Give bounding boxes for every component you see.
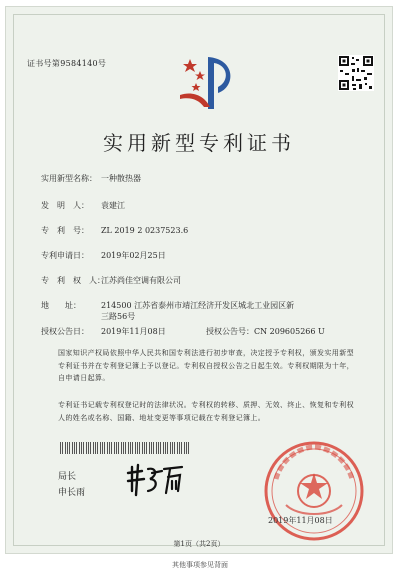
- field-value: 一种散热器: [101, 174, 141, 183]
- page-number: 第1页（共2页）: [173, 540, 225, 548]
- field-value: ZL 2019 2 0237523.6: [101, 226, 189, 235]
- field-label: 授权公告号：: [206, 327, 254, 336]
- field-value: 2019年02月25日: [101, 251, 166, 260]
- certificate-number: 证书号第9584140号: [27, 59, 107, 68]
- field-label: 专 利 权 人：: [41, 276, 105, 285]
- field-label: 授权公告日：: [41, 327, 89, 336]
- official-seal: [262, 439, 366, 543]
- certificate-sheet: [5, 6, 393, 554]
- field-value: CN 209605266 U: [254, 327, 325, 336]
- field-patentee: [41, 275, 181, 286]
- seal-date: 2019年11月08日: [268, 516, 333, 525]
- field-address-label: 地 址：: [41, 301, 81, 310]
- barcode: [60, 442, 190, 454]
- field-application-date: [41, 250, 166, 261]
- field-value: 江苏尚佳空调有限公司: [101, 276, 181, 285]
- field-value: 2019年11月08日: [101, 327, 166, 336]
- field-grant-number: [206, 326, 325, 337]
- field-utility-model-name: [41, 173, 141, 184]
- field-inventor: [41, 200, 125, 211]
- field-grant-date: [41, 326, 166, 337]
- cnipa-emblem-icon: [174, 51, 238, 113]
- footer-note: 其他事项参见背面: [172, 561, 228, 569]
- certificate-title: 实用新型专利证书: [103, 131, 295, 155]
- signatory-name: 申长雨: [58, 488, 86, 498]
- field-label: 实用新型名称：: [41, 174, 97, 183]
- qr-code: [338, 55, 374, 91]
- field-value: 袁建江: [101, 201, 125, 210]
- field-label: 专 利 号：: [41, 226, 89, 235]
- handwritten-signature: [124, 459, 186, 499]
- field-label: 专利申请日：: [41, 251, 89, 260]
- signatory-title: 局长: [58, 472, 77, 482]
- field-label: 发 明 人：: [41, 201, 89, 210]
- paragraph-legal-status: 专利证书记载专利权登记时的法律状况。专利权的转移、质押、无效、终止、恢复和专利权人的姓名或名称、国籍、地址变更等事项记载在专利登记簿上。: [58, 401, 354, 422]
- field-address-value: 214500 江苏省泰州市靖江经济开发区城北工业园区新三路56号: [101, 301, 295, 321]
- paragraph-grant-statement: 国家知识产权局依照中华人民共和国专利法进行初步审查，决定授予专利权，颁发实用新型专利证书并在专利登记簿上予以登记。专利权自授权公告之日起生效。专利权期限为十年，自申请日起算。: [58, 349, 354, 382]
- field-patent-number: [41, 225, 188, 236]
